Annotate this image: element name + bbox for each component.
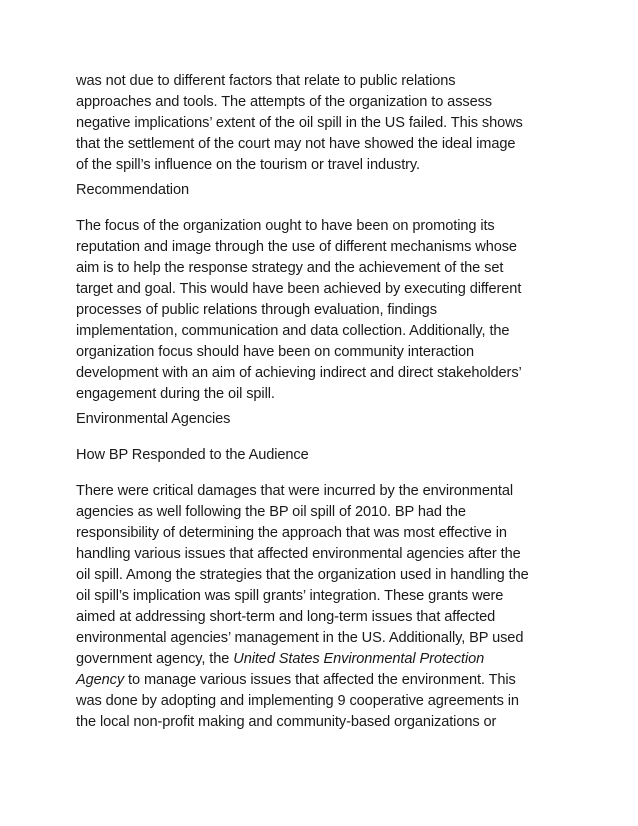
text-line: oil spill’s implication was spill grants’ integration. These grants were [76, 588, 504, 604]
text-line: the local non-profit making and community-based organizations or [76, 714, 497, 730]
text-line: development with an aim of achieving indirect and direct stakeholders’ [76, 365, 522, 381]
text-line [76, 670, 576, 691]
text-line: aim is to help the response strategy and the achievement of the set [76, 260, 504, 276]
text-line: handling various issues that affected environmental agencies after the [76, 546, 521, 562]
paragraph-continuation [76, 71, 576, 176]
document-body [76, 71, 576, 733]
text-line: was not due to different factors that relate to public relations [76, 73, 456, 89]
text-segment: to manage various issues that affected the environment. This [124, 672, 516, 688]
text-line: negative implications’ extent of the oil spill in the US failed. This shows [76, 115, 523, 131]
text-line: implementation, communication and data collection. Additionally, the [76, 323, 510, 339]
italic-agency-name: Agency [76, 672, 125, 688]
paragraph-bp-response [76, 481, 576, 733]
text-line: oil spill. Among the strategies that the organization used in handling the [76, 567, 529, 583]
text-line: reputation and image through the use of different mechanisms whose [76, 239, 517, 255]
heading-environmental-agencies: Environmental Agencies [76, 411, 231, 427]
text-line: approaches and tools. The attempts of the organization to assess [76, 94, 492, 110]
paragraph-recommendation [76, 216, 576, 405]
text-line: processes of public relations through evaluation, findings [76, 302, 437, 318]
text-line: responsibility of determining the approach that was most effective in [76, 525, 507, 541]
text-line: organization focus should have been on community interaction [76, 344, 475, 360]
text-line: engagement during the oil spill. [76, 386, 275, 402]
italic-agency-name: United States Environmental Protection [233, 651, 485, 667]
text-line: that the settlement of the court may not have showed the ideal image [76, 136, 516, 152]
text-line: There were critical damages that were incurred by the environmental [76, 483, 513, 499]
text-line: The focus of the organization ought to have been on promoting its [76, 218, 495, 234]
text-line: environmental agencies’ management in the US. Additionally, BP used [76, 630, 524, 646]
text-line: was done by adopting and implementing 9 cooperative agreements in [76, 693, 519, 709]
text-line [76, 649, 576, 670]
text-line: agencies as well following the BP oil spill of 2010. BP had the [76, 504, 466, 520]
heading-recommendation: Recommendation [76, 182, 189, 198]
heading-bp-responded: How BP Responded to the Audience [76, 447, 309, 463]
text-line: aimed at addressing short-term and long-term issues that affected [76, 609, 496, 625]
text-line: of the spill’s influence on the tourism or travel industry. [76, 157, 420, 173]
text-line: target and goal. This would have been achieved by executing different [76, 281, 522, 297]
text-segment: government agency, the [76, 651, 234, 667]
